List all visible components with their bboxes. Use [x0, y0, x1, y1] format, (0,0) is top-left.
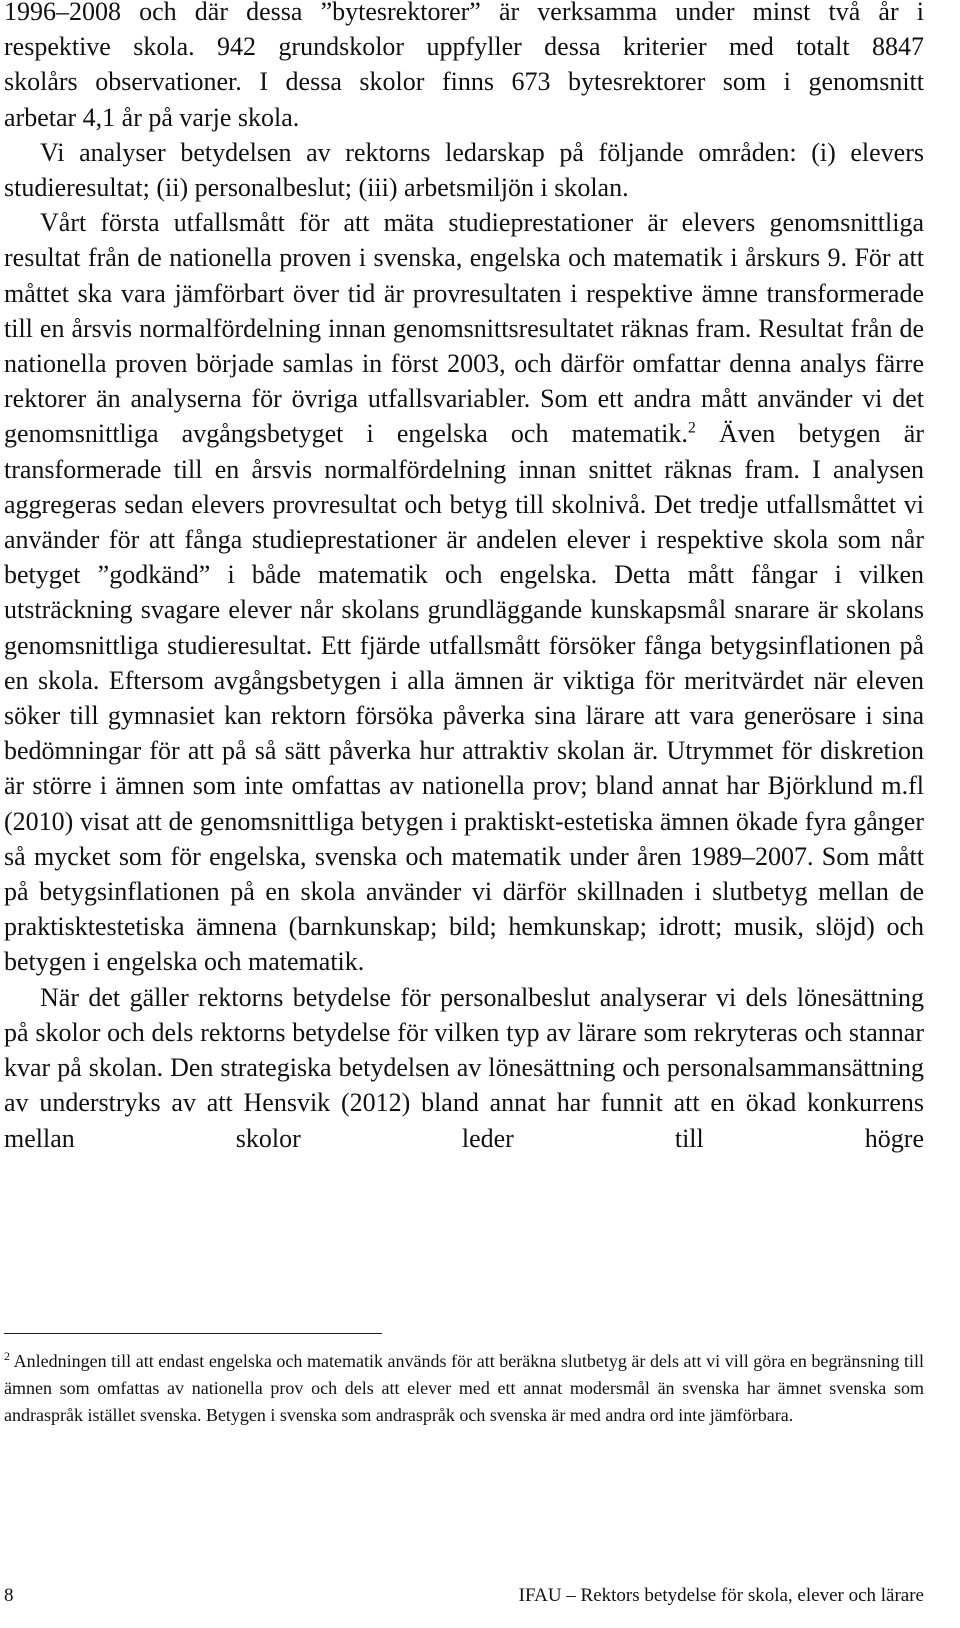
paragraph-1-line-4: arbetar 4,1 år på varje skola.: [4, 102, 300, 132]
paragraph-3: [4, 205, 924, 979]
footnote-separator: [4, 1333, 382, 1334]
paragraph-1-line-3: skolårs observationer. I dessa skolor finns 673 bytesrektorer som i genomsnitt: [4, 67, 924, 97]
footnote-text: Anledningen till att endast engelska och matematik används för att beräkna slutbetyg är dels att vi vill göra en begränsning till ämnen som omfattas av nationella prov och dels att elever med ett annat modersmål än svenska har ämnet svenska som andraspråk istället svenska. Betygen i svenska som andraspråk och svenska är med andra ord inte jämförbara.: [4, 1351, 924, 1425]
paragraph-1: [4, 0, 924, 135]
paragraph-3-text-b: Även betygen är transformerade till en årsvis normalfördelning innan snittet räknas fram. I analysen aggregeras sedan elevers provresultat och betyg till skolnivå. Det tredje utfallsmåttet vi använder för att fånga studieprestationer är andelen elever i respektive skola som når betyget ”godkänd” i både matematik och engelska. Detta mått fångar i vilken utsträckning svagare elever når skolans grundläggande kunskapsmål snarare är skolans genomsnittliga studieresultat. Ett fjärde utfallsmått försöker fånga betygsinflationen på en skola. Eftersom avgångsbetygen i alla ämnen är viktiga för meritvärdet när eleven söker till gymnasiet kan rektorn försöka påverka sina lärare att vara generösare i sina bedömningar för att på så sätt påverka hur attraktiv skolan är. Utrymmet för diskretion är större i ämnen som inte omfattas av nationella prov; bland annat har Björklund m.fl (2010) visat att de genomsnittliga betygen i praktiskt-estetiska ämnen ökade fyra gånger så mycket som för engelska, svenska och matematik under åren 1989–2007. Som mått på betygsinflationen på en skola använder vi därför skillnaden i slutbetyg mellan de praktisktestetiska ämnena (barnkunskap; bild; hemkunskap; idrott; musik, slöjd) och betygen i engelska och matematik.: [4, 419, 924, 977]
page-number: 8: [4, 1585, 14, 1606]
paragraph-4: När det gäller rektorns betydelse för personalbeslut analyserar vi dels lönesättning på skolor och dels rektorns betydelse för vilken typ av lärare som rekryteras och stannar kvar på skolan. Den strategiska betydelsen av lönesättning och personalsammansättning av understryks av att Hensvik (2012) bland annat har funnit att en ökad konkurrens mellan skolor leder till högre: [4, 982, 924, 1153]
body-text: [4, 0, 924, 1156]
running-footer-title: IFAU – Rektors betydelse för skola, elever och lärare: [518, 1585, 924, 1606]
footnote-marker: 2: [4, 1349, 10, 1363]
paragraph-1-line-1: 1996–2008 och där dessa ”bytesrektorer” är verksamma under minst två år i: [4, 0, 924, 26]
footnote-reference[interactable]: 2: [687, 419, 696, 437]
paragraph-3-text-a: Vårt första utfallsmått för att mäta studieprestationer är elevers genomsnittliga resultat från de nationella proven i svenska, engelska och matematik i årskurs 9. För att måttet ska vara jämförbart över tid är provresultaten i respektive ämne transformerade till en årsvis normalfördelning innan genomsnittsresultatet räknas fram. Resultat från de nationella proven började samlas in först 2003, och därför omfattar denna analys färre rektorer än analyserna för övriga utfallsvariabler. Som ett andra mått använder vi det genomsnittliga avgångsbetyget i engelska och matematik.: [4, 208, 924, 449]
paragraph-1-line-2: respektive skola. 942 grundskolor uppfyller dessa kriterier med totalt 8847: [4, 32, 924, 62]
paragraph-2: Vi analyser betydelsen av rektorns ledarskap på följande områden: (i) elevers studieresultat; (ii) personalbeslut; (iii) arbetsmiljön i skolan.: [4, 137, 924, 203]
footnote: [4, 1348, 924, 1429]
